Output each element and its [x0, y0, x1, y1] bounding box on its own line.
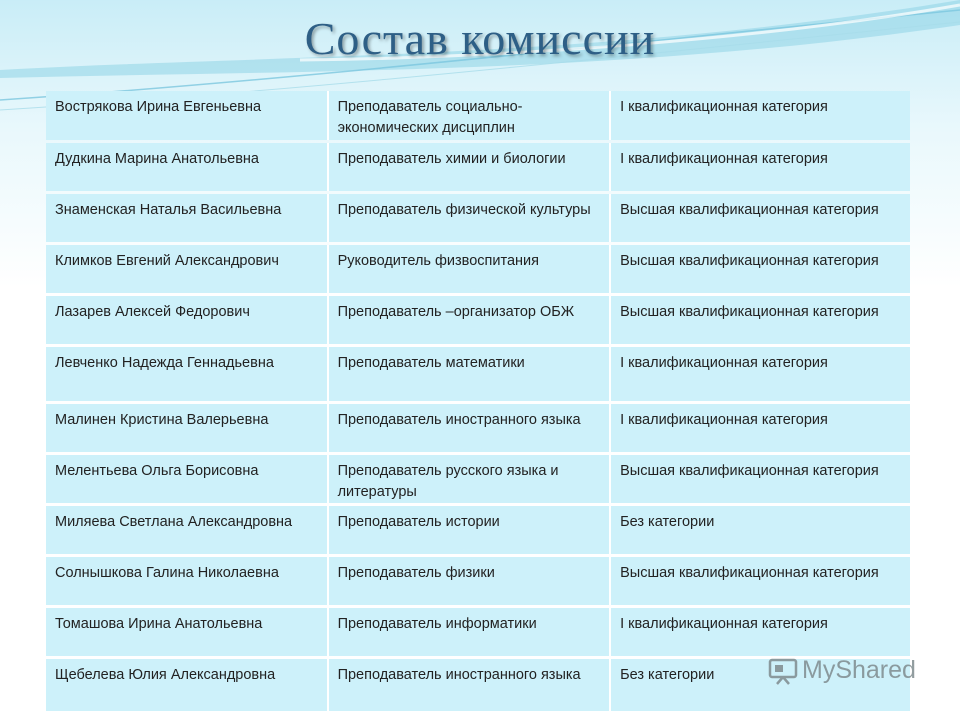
member-name: Мелентьева Ольга Борисовна — [46, 455, 327, 503]
table-row — [46, 143, 910, 191]
member-name: Малинен Кристина Валерьевна — [46, 404, 327, 452]
member-name: Дудкина Марина Анатольевна — [46, 143, 327, 191]
member-name: Климков Евгений Александрович — [46, 245, 327, 293]
member-name: Солнышкова Галина Николаевна — [46, 557, 327, 605]
member-category: I квалификационная категория — [609, 143, 910, 191]
member-category: Высшая квалификационная категория — [609, 245, 910, 293]
member-name: Щебелева Юлия Александровна — [46, 659, 327, 711]
member-category: Высшая квалификационная категория — [609, 296, 910, 344]
member-name: Вострякова Ирина Евгеньевна — [46, 91, 327, 140]
member-category: I квалификационная категория — [609, 347, 910, 401]
member-name: Томашова Ирина Анатольевна — [46, 608, 327, 656]
member-name: Знаменская Наталья Васильевна — [46, 194, 327, 242]
member-position: Преподаватель русского языка и литературы — [327, 455, 610, 503]
table-row — [46, 347, 910, 401]
member-position: Преподаватель информатики — [327, 608, 610, 656]
member-category: I квалификационная категория — [609, 91, 910, 140]
watermark-text: MyShared — [802, 656, 916, 684]
table-row — [46, 404, 910, 452]
member-category: I квалификационная категория — [609, 608, 910, 656]
table-row — [46, 506, 910, 554]
committee-table — [46, 88, 910, 714]
table-row — [46, 557, 910, 605]
member-category: Без категории — [609, 506, 910, 554]
member-position: Преподаватель физики — [327, 557, 610, 605]
presentation-board-icon — [768, 657, 798, 685]
member-position: Преподаватель химии и биологии — [327, 143, 610, 191]
member-category: I квалификационная категория — [609, 404, 910, 452]
member-position: Преподаватель истории — [327, 506, 610, 554]
table-row — [46, 194, 910, 242]
member-category: Без категории — [609, 659, 910, 711]
myshared-watermark — [768, 656, 916, 685]
table-row — [46, 91, 910, 140]
member-category: Высшая квалификационная категория — [609, 194, 910, 242]
member-category: Высшая квалификационная категория — [609, 455, 910, 503]
page-title: Состав комиссии — [304, 13, 656, 64]
table-row — [46, 245, 910, 293]
table-row — [46, 608, 910, 656]
table-row — [46, 296, 910, 344]
member-position: Преподаватель иностранного языка — [327, 659, 610, 711]
table-row — [46, 455, 910, 503]
member-position: Преподаватель математики — [327, 347, 610, 401]
member-position: Руководитель физвоспитания — [327, 245, 610, 293]
member-name: Лазарев Алексей Федорович — [46, 296, 327, 344]
member-position: Преподаватель иностранного языка — [327, 404, 610, 452]
member-name: Левченко Надежда Геннадьевна — [46, 347, 327, 401]
member-position: Преподаватель социально-экономических дисциплин — [327, 91, 610, 140]
member-category: Высшая квалификационная категория — [609, 557, 910, 605]
member-position: Преподаватель –организатор ОБЖ — [327, 296, 610, 344]
member-position: Преподаватель физической культуры — [327, 194, 610, 242]
member-name: Миляева Светлана Александровна — [46, 506, 327, 554]
